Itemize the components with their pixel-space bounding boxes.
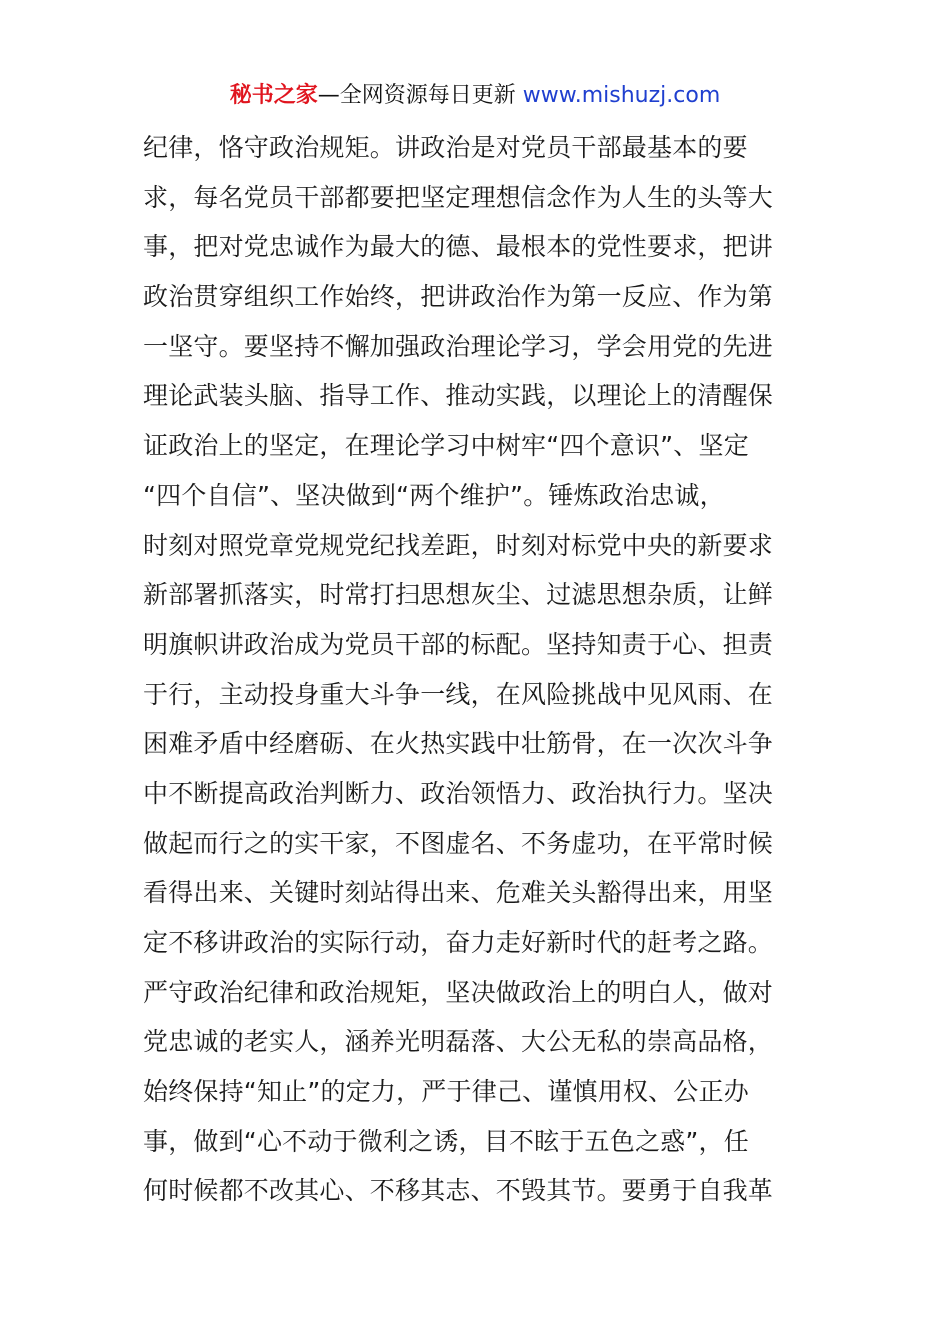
document-body — [143, 123, 813, 1216]
header-tagline: —全网资源每日更新 — [317, 83, 523, 108]
text-line: 求，每名党员干部都要把坚定理想信念作为人生的头等大 — [143, 182, 774, 212]
text-line: 严守政治纪律和政治规矩，坚决做政治上的明白人，做对 — [143, 977, 774, 1007]
text-line: 政治贯穿组织工作始终，把讲政治作为第一反应、作为第 — [143, 282, 774, 312]
page-header — [0, 80, 950, 112]
text-line: 看得出来、关键时刻站得出来、危难关头豁得出来，用坚 — [143, 878, 774, 908]
text-line: 事，做到“心不动于微利之诱，目不眩于五色之惑”，任 — [143, 1126, 749, 1156]
text-line: 事，把对党忠诚作为最大的德、最根本的党性要求，把讲 — [143, 232, 774, 262]
text-line: 党忠诚的老实人，涵养光明磊落、大公无私的崇高品格， — [143, 1027, 774, 1057]
text-line: 理论武装头脑、指导工作、推动实践，以理论上的清醒保 — [143, 381, 774, 411]
brand-name: 秘书之家 — [229, 83, 318, 108]
text-line: 定不移讲政治的实际行动，奋力走好新时代的赶考之路。 — [143, 928, 774, 957]
text-line: 中不断提高政治判断力、政治领悟力、政治执行力。坚决 — [143, 778, 774, 808]
site-url-link[interactable]: www.mishuzj.com — [522, 83, 721, 108]
text-line: 证政治上的坚定，在理论学习中树牢“四个意识”、坚定 — [143, 431, 749, 461]
text-line: 时刻对照党章党规党纪找差距，时刻对标党中央的新要求 — [143, 530, 774, 560]
text-line: “四个自信”、坚决做到“两个维护”。锤炼政治忠诚， — [143, 480, 725, 510]
text-line: 困难矛盾中经磨砺、在火热实践中壮筋骨，在一次次斗争 — [143, 729, 774, 759]
text-line: 何时候都不改其心、不移其志、不毁其节。要勇于自我革 — [143, 1176, 774, 1206]
text-line: 做起而行之的实干家，不图虚名、不务虚功，在平常时候 — [143, 828, 774, 858]
text-line: 纪律，恪守政治规矩。讲政治是对党员干部最基本的要 — [143, 133, 748, 162]
text-line: 新部署抓落实，时常打扫思想灰尘、过滤思想杂质，让鲜 — [143, 580, 774, 610]
text-line: 明旗帜讲政治成为党员干部的标配。坚持知责于心、担责 — [143, 629, 774, 659]
text-line: 于行，主动投身重大斗争一线，在风险挑战中见风雨、在 — [143, 679, 774, 709]
text-line: 一坚守。要坚持不懈加强政治理论学习，学会用党的先进 — [143, 331, 774, 361]
text-line: 始终保持“知止”的定力，严于律己、谨慎用权、公正办 — [143, 1077, 749, 1107]
